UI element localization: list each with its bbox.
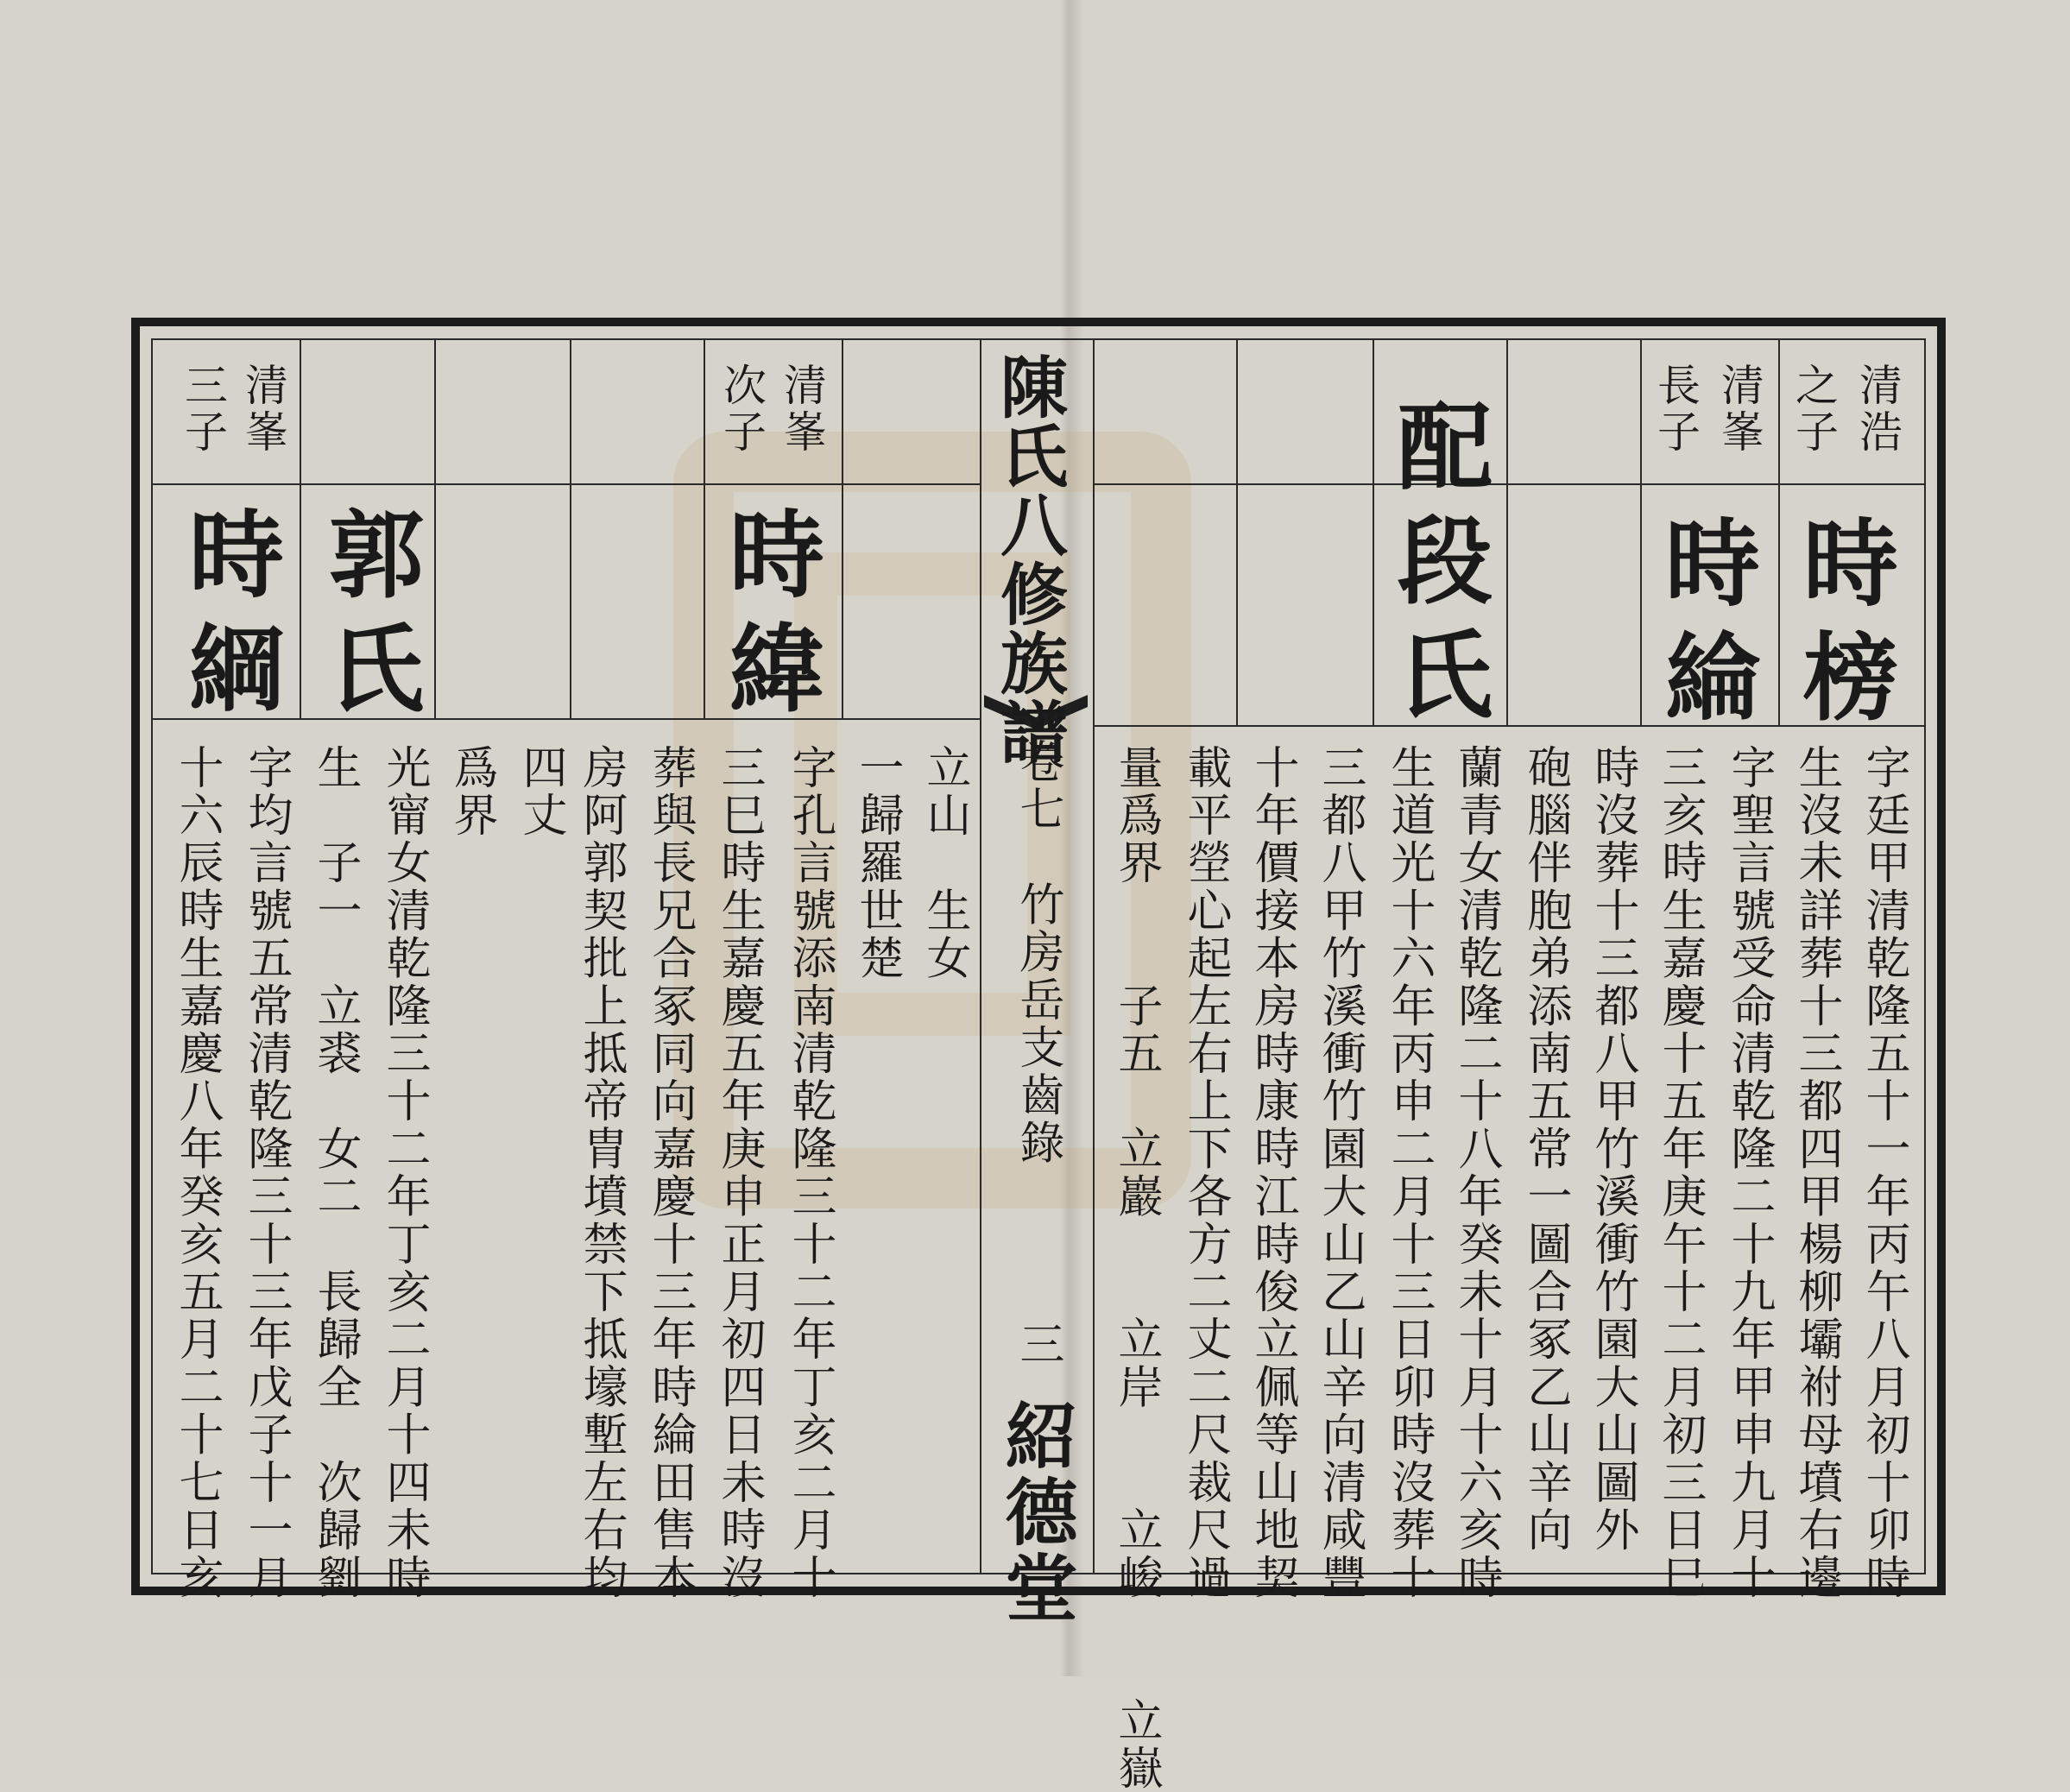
person-name: 時榜 — [1788, 514, 1899, 741]
bio-line: 一歸羅世楚 — [851, 744, 903, 982]
page-number: 三 — [1012, 1321, 1063, 1369]
col-divider-l5 — [842, 340, 843, 718]
bio-line: 砲腦伴胞弟添南五常一圖合冢乙山辛向 — [1519, 744, 1571, 1555]
bio-line: 生 子一 立裘 女二 長歸全 次歸劉 — [309, 744, 361, 1602]
bio-line: 十六辰時生嘉慶八年癸亥五月二十七日亥 — [171, 744, 223, 1602]
col-divider-l4 — [704, 340, 705, 718]
bio-line: 蘭青女清乾隆二十八年癸未十月十六亥時 — [1450, 744, 1502, 1602]
person-name: 郭氏 — [313, 505, 425, 733]
bio-line: 十年價接本房時康時江時俊立佩等山地契 — [1246, 744, 1298, 1602]
spine-border-right — [1093, 340, 1095, 1573]
bio-line: 字廷甲清乾隆五十一年丙午八月初十卯時 — [1858, 744, 1909, 1602]
bio-line: 葬與長兄合冢同向嘉慶十三年時綸田售本 — [644, 744, 696, 1602]
parent-label: 清峯 — [1714, 363, 1764, 456]
bio-line: 爲界 — [445, 744, 497, 840]
col-divider-r1 — [1236, 340, 1238, 725]
bio-line: 載平塋心起左右上下各方二丈二尺裁尺過 — [1179, 744, 1231, 1602]
bio-line: 時沒葬十三都八甲竹溪衝竹園大山圖外 — [1587, 744, 1638, 1555]
bio-line: 四丈 — [514, 744, 566, 840]
bio-line: 三亥時生嘉慶十五年庚午十二月初三日巳 — [1654, 744, 1706, 1602]
bio-line: 立山 生女 — [918, 744, 970, 982]
bio-line: 生道光十六年丙申二月十三日卯時沒葬十 — [1383, 744, 1435, 1602]
parent-label: 清峯 — [238, 363, 288, 456]
col-divider-r3 — [1506, 340, 1508, 725]
parent-relation: 之子 — [1789, 363, 1839, 456]
col-divider-l3 — [570, 340, 571, 718]
person-name: 時綸 — [1650, 514, 1761, 741]
parent-label: 清峯 — [777, 363, 827, 456]
bio-line: 字聖言號受命清乾隆二十九年甲申九月十 — [1723, 744, 1775, 1602]
bio-line: 三都八甲竹溪衝竹園大山乙山辛向清咸豐 — [1314, 744, 1366, 1602]
person-name: 時綱 — [174, 505, 285, 733]
hall-name: 紹德堂 — [994, 1398, 1079, 1626]
book-title: 陳氏八修族譜 — [989, 352, 1068, 767]
col-divider-r5 — [1778, 340, 1780, 725]
person-name: 時緯 — [714, 505, 825, 733]
parent-relation: 三子 — [178, 363, 228, 456]
col-divider-l1 — [300, 340, 301, 718]
parent-relation: 次子 — [716, 363, 767, 456]
bio-line: 量爲界 子五 立巖 立岸 立峻 立嶽 — [1110, 744, 1162, 1792]
bio-line: 字孔言號添南清乾隆三十二年丁亥二月十 — [784, 744, 836, 1602]
bio-line: 字均言號五常清乾隆三十三年戊子十一月 — [240, 744, 292, 1602]
col-divider-l2 — [434, 340, 436, 718]
volume-label: 卷七 竹房岳支齒錄 — [1012, 738, 1063, 1167]
bio-line: 三巳時生嘉慶五年庚申正月初四日未時沒 — [713, 744, 765, 1602]
row-rule-top-left — [153, 483, 980, 485]
bio-line: 光甯女清乾隆三十二年丁亥二月十四未時 — [378, 744, 430, 1602]
bio-line: 房阿郭契批上抵帝胄墳禁下抵壕塹左右均 — [575, 744, 627, 1602]
bio-line: 生沒未詳葬十三都四甲楊柳壩祔母墳右邊 — [1790, 744, 1842, 1602]
parent-label: 清浩 — [1852, 363, 1903, 456]
col-divider-r2 — [1373, 340, 1374, 725]
row-rule-top-right — [1095, 483, 1925, 485]
person-name: 配段氏 — [1382, 397, 1493, 739]
spine-border-left — [980, 340, 981, 1573]
parent-relation: 長子 — [1650, 363, 1701, 456]
col-divider-r4 — [1640, 340, 1642, 725]
